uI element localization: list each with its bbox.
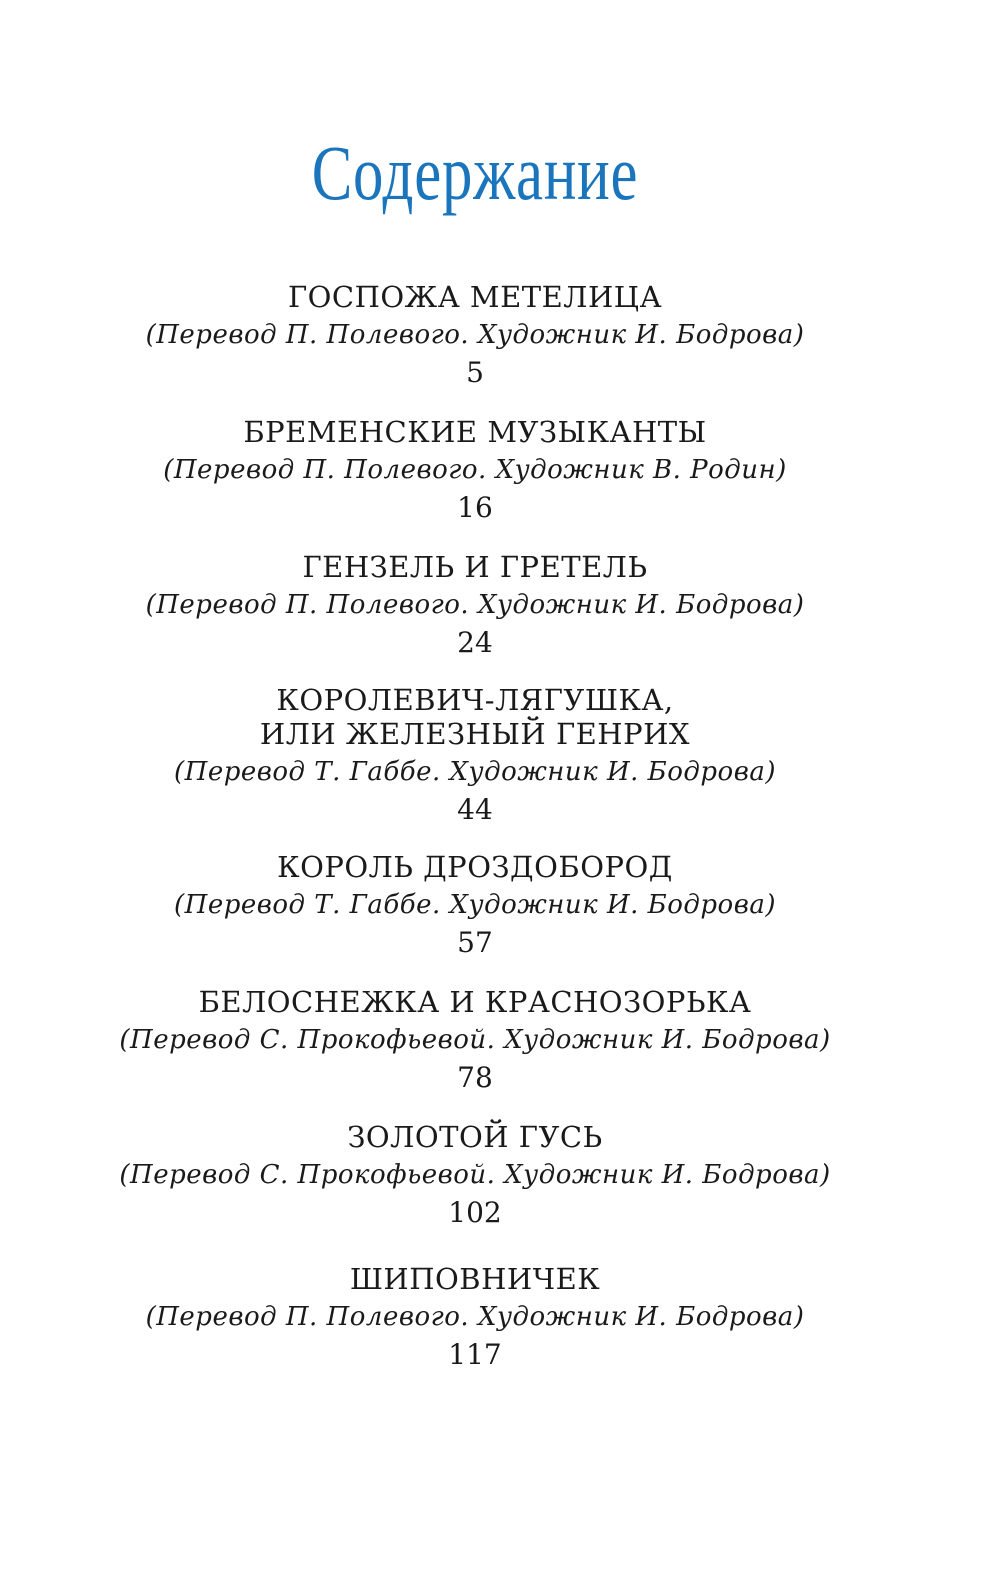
entry-title: БЕЛОСНЕЖКА И КРАСНОЗОРЬКА (198, 985, 752, 1019)
entry-title-line2: ИЛИ ЖЕЛЕЗНЫЙ ГЕНРИХ (259, 717, 691, 751)
entry-page-number: 117 (448, 1338, 502, 1371)
toc-entry[interactable] (0, 850, 950, 960)
entry-title: ГОСПОЖА МЕТЕЛИЦА (287, 280, 663, 314)
entry-page-number: 24 (457, 626, 493, 659)
entry-title: КОРОЛЬ ДРОЗДОБОРОД (277, 850, 673, 884)
entry-title: БРЕМЕНСКИЕ МУЗЫКАНТЫ (243, 415, 707, 449)
page-title: Содержание (311, 129, 639, 216)
toc-entry[interactable] (0, 1120, 950, 1230)
entry-page-number: 44 (457, 793, 493, 826)
entry-page-number: 57 (457, 926, 493, 959)
entry-page-number: 102 (448, 1196, 502, 1229)
entry-credit: (Перевод П. Полевого. Художник В. Родин) (163, 455, 787, 485)
entry-credit: (Перевод П. Полевого. Художник И. Бодрова) (145, 320, 805, 350)
toc-entry[interactable] (0, 683, 950, 827)
toc-entry[interactable] (0, 985, 950, 1095)
entry-page-number: 5 (466, 356, 484, 389)
entry-page-number: 16 (457, 491, 493, 524)
entry-title: ГЕНЗЕЛЬ И ГРЕТЕЛЬ (302, 550, 648, 584)
entry-title: ШИПОВНИЧЕК (349, 1262, 601, 1296)
entry-title: ЗОЛОТОЙ ГУСЬ (347, 1120, 603, 1154)
entry-credit: (Перевод П. Полевого. Художник И. Бодрова) (145, 590, 805, 620)
toc-entry[interactable] (0, 415, 950, 525)
entry-credit: (Перевод Т. Габбе. Художник И. Бодрова) (174, 890, 776, 920)
entry-credit: (Перевод П. Полевого. Художник И. Бодрова) (145, 1302, 805, 1332)
entry-credit: (Перевод С. Прокофьевой. Художник И. Бодрова) (119, 1160, 831, 1190)
entry-page-number: 78 (457, 1061, 493, 1094)
entry-credit: (Перевод Т. Габбе. Художник И. Бодрова) (174, 757, 776, 787)
toc-entry[interactable] (0, 280, 950, 390)
toc-entry[interactable] (0, 1262, 950, 1372)
entry-credit: (Перевод С. Прокофьевой. Художник И. Бодрова) (119, 1025, 831, 1055)
entry-title-line1: КОРОЛЕВИЧ-ЛЯГУШКА, (276, 683, 674, 717)
toc-entry[interactable] (0, 550, 950, 660)
